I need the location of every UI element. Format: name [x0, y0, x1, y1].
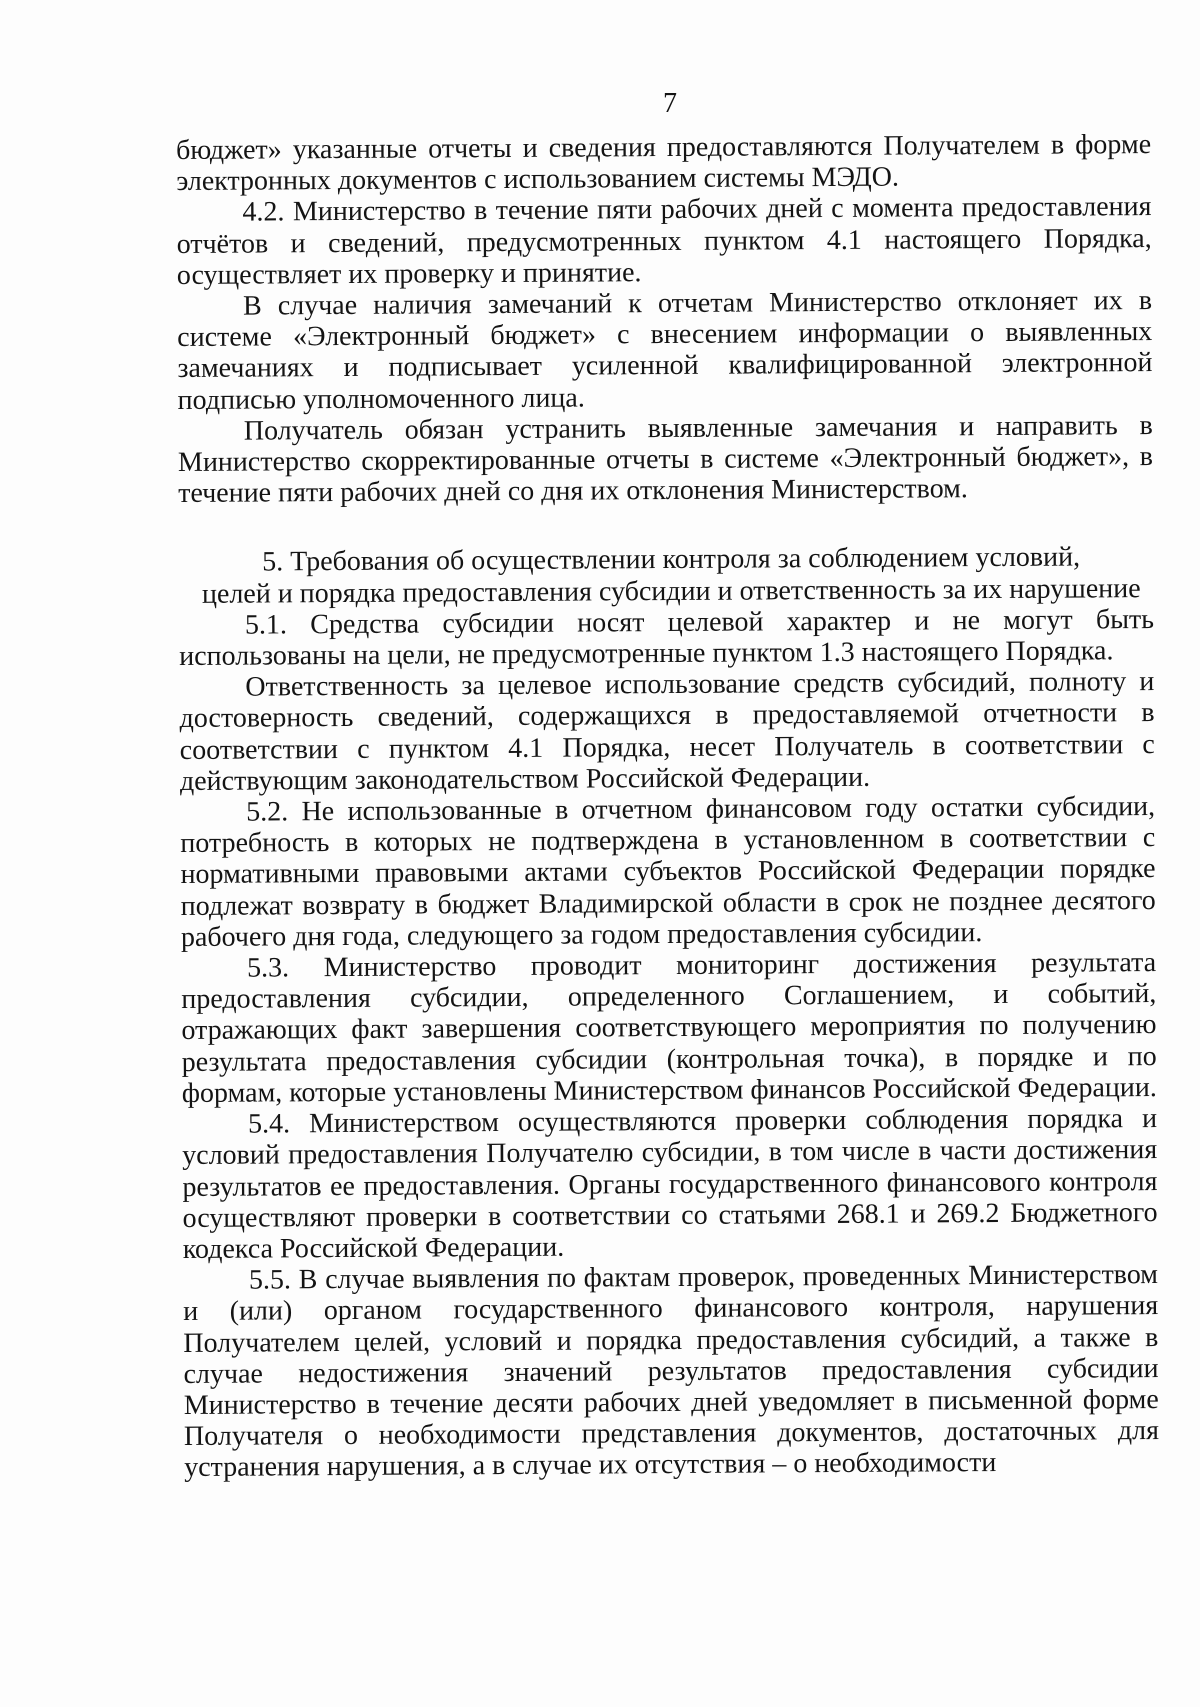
- paragraph-5-1: 5.1. Средства субсидии носят целевой характер и не могут быть использованы на цели, не предусмотренные пунктом 1.3 настоящего Порядка.: [179, 603, 1155, 673]
- section-5-heading: [179, 541, 1154, 609]
- document-body: [176, 129, 1159, 1483]
- paragraph-responsibility: Ответственность за целевое использование средств субсидий, полноту и достоверность сведений, содержащихся в предоставляемой отчетности в соответствии с пунктом 4.1 Порядка, несет Получатель в соответствии с действующим законодательством Российской Федерации.: [179, 666, 1155, 797]
- paragraph-5-5: 5.5. В случае выявления по фактам проверок, проведенных Министерством и (или) органом государственного финансового контроля, нарушения Получателем целей, условий и порядка предоставления субсидий, а также в случае недостижения значений результатов предоставления субсидии Министерство в течение десяти рабочих дней уведомляет в письменной форме Получателя о необходимости представления документов, достаточных для устранения нарушения, а в случае их отсутствия – о необходимости: [183, 1259, 1160, 1484]
- paragraph-continuation: бюджет» указанные отчеты и сведения предоставляются Получателем в форме электронных документов с использованием системы МЭДО.: [176, 129, 1152, 198]
- page-number: 7: [663, 88, 677, 119]
- paragraph-4-2: 4.2. Министерство в течение пяти рабочих дней с момента предоставления отчётов и сведений, предусмотренных пунктом 4.1 настоящего Порядка, осуществляет их проверку и принятие.: [176, 191, 1152, 291]
- paragraph-remarks: В случае наличия замечаний к отчетам Министерство отклоняет их в системе «Электронный бюджет» с внесением информации о выявленных замечаниях и подписывает усиленной квалифицированной электронной подписью уполномоченного лица.: [177, 285, 1153, 416]
- paragraph-5-4: 5.4. Министерством осуществляются проверки соблюдения порядка и условий предоставления Получателю субсидии, в том числе в части достижения результатов ее предоставления. Органы государственного финансового контроля осуществляют проверки в соответствии со статьями 268.1 и 269.2 Бюджетного кодекса Российской Федерации.: [182, 1103, 1158, 1265]
- section-heading-line-2: целей и порядка предоставления субсидии и ответственность за их нарушение: [201, 572, 1141, 610]
- section-heading-line-1: 5. Требования об осуществлении контроля за соблюдением условий,: [262, 541, 1081, 578]
- paragraph-recipient-obligation: Получатель обязан устранить выявленные замечания и направить в Министерство скорректированные отчеты в системе «Электронный бюджет», в течение пяти рабочих дней со дня их отклонения Министерством.: [177, 409, 1154, 510]
- paragraph-5-3: 5.3. Министерство проводит мониторинг достижения результата предоставления субсидии, определенного Соглашением, и событий, отражающих факт завершения соответствующего мероприятия по получению результата предоставления субсидии (контрольная точка), в порядке и по формам, которые установлены Министерством финансов Российской Федерации.: [181, 947, 1157, 1109]
- paragraph-5-2: 5.2. Не использованные в отчетном финансовом году остатки субсидии, потребность в которых не подтверждена в установленном в соответствии с нормативными правовыми актами субъектов Российской Федерации порядке подлежат возврату в бюджет Владимирской области в срок не позднее десятого рабочего дня года, следующего за годом предоставления субсидии.: [180, 791, 1156, 953]
